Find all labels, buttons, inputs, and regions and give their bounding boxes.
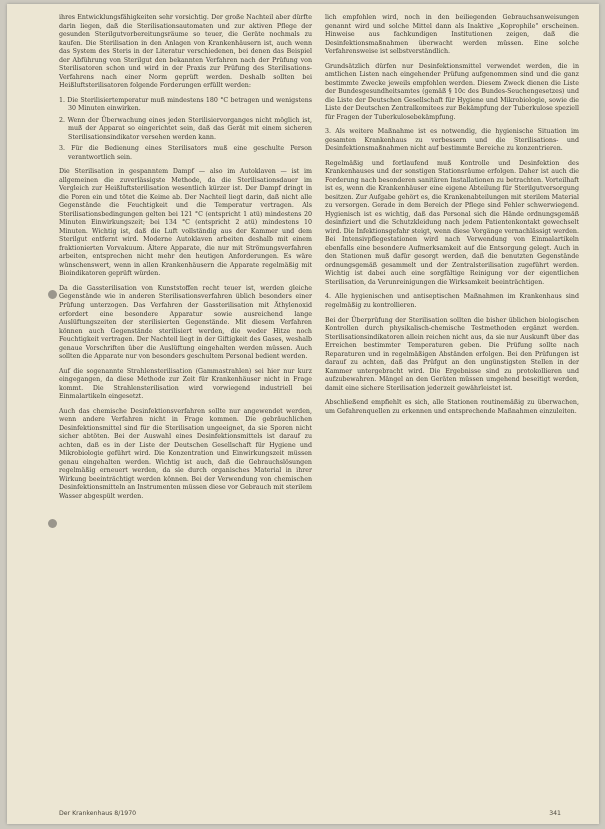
left-column [59,14,312,507]
numbered-paragraph: 3. Als weitere Maßnahme ist es notwendig, die hygienische Situation im gesamten Krankenhaus zu verbessern und die Sterilisations- und Desinfektionsmaßnahmen nicht auf bestimmte Bereiche zu konzentrieren. [325,128,579,153]
document-page [7,4,599,824]
margin-mark [48,519,57,528]
paragraph: lich empfohlen wird, noch in den beiliegenden Gebrauchsanweisungen genannt wird und solche Mittel dann als Inaktive „Koprophile" erscheinen. Hinweise aus fachkundigen Institutionen zeigen, daß die Desinfektionsmaßnahmen überwacht werden müssen. Eine solche Verfahrensweise ist selbstverständlich. [325,14,579,56]
paragraph: ihres Entwicklungsfähigkeiten sehr vorsichtig. Der große Nachteil aber dürfte darin liegen, daß die Sterilisationsautomaten und zur aktiven Pflege der gesunden Sterilgutvorbereitungsräume so teuer, die Geräte nochmals zu kaufen. Die Sterilisation in den Anlagen von Krankenhäusern ist, auch wenn das System des Steris in der Literatur verschiedenen, bei denen das Beispiel der Abführung von Sterilgut den bekannten Verfahren nach der Prüfung von Sterilisatoren schon und wird in der Praxis zur Prüfung des Sterilisations-Verfahrens nach einer Norm geprüft werden. Deshalb sollten bei Heißluftsterilisatoren folgende Forderungen erfüllt werden: [59,14,312,90]
list-item: 3. Für die Bedienung eines Sterilisators muß eine geschulte Person verantwortlich sein. [59,145,312,161]
page-number: 341 [549,810,561,817]
margin-mark [48,290,57,299]
list-item: 1. Die Sterilisiertemperatur muß mindestens 180 °C betragen und wenigstens 30 Minuten einwirken. [59,96,312,113]
paragraph: Auf die sogenannte Strahlensterilisation (Gammastrahlen) sei hier nur kurz eingegangen, da diese Methode zur Zeit für Krankenhäuser nicht in Frage kommt. Die Strahlensterilisation wird vorwiegend industriell bei Einmalartikeln eingesetzt. [59,367,312,401]
list-item: 2. Wenn der Überwachung eines jeden Sterilisiervorganges nicht möglich ist, muß der Apparat so eingerichtet sein, daß das Gerät mit einem sicheren Sterilisationsindikator versehen werden kann. [59,116,312,141]
numbered-paragraph: 4. Alle hygienischen und antiseptischen Maßnahmen im Krankenhaus sind regelmäßig zu kontrollieren. [325,293,579,309]
paragraph: Die Sterilisation in gespanntem Dampf — also im Autoklaven — ist im allgemeinen die zuverlässigste Methode, da die Sterilisationsdauer im Vergleich zur Heißluftsterilisation wesentlich kürzer ist. Der Dampf dringt in die Poren ein und tötet die Keime ab. Der Nachteil liegt darin, daß nicht alle Gegenstände die Feuchtigkeit und die Temperatur vertragen. Als Sterilisationsbedingungen gelten bei 121 °C (entspricht 1 atü) mindestens 20 Minuten Einwirkungszeit; bei 134 °C (entspricht 2 atü) mindestens 10 Minuten. Wichtig ist, daß die Luft vollständig aus der Kammer und dem Sterilgut entfernt wird. Moderne Autoklaven arbeiten deshalb mit einem fraktionierten Vorvakuum. Ältere Apparate, die nur mit Strömungsverfahren arbeiten, entsprechen nicht mehr den heutigen Anforderungen. Es wäre wünschenswert, wenn in allen Krankenhäusern die Apparate regelmäßig mit Bioindikatoren geprüft würden. [59,168,312,278]
right-column [325,14,579,422]
journal-footer: Der Krankenhaus 8/1970 [59,810,137,817]
paragraph: Grundsätzlich dürfen nur Desinfektionsmittel verwendet werden, die in amtlichen Listen nach eingehender Prüfung aufgenommen sind und die ganz bestimmte Zwecke jeweils empfohlen werden. Diesem Zweck dienen die Liste der Bundesgesundheitsamtes (gemäß § 10c des Bundes-Seuchengesetzes) und die Liste der Deutschen Gesellschaft für Hygiene und Mikrobiologie, sowie die Liste der Deutschen Zentralkomitees zur Bekämpfung der Tuberkulose speziell für Fragen der Tuberkulosebekämpfung. [325,62,579,121]
paragraph: Bei der Überprüfung der Sterilisation sollten die bisher üblichen biologischen Kontrollen durch physikalisch-chemische Testmethoden ergänzt werden. Sterilisationsindikatoren allein reichen nicht aus, da sie nur Auskunft über das Erreichen bestimmter Temperaturen geben. Die Prüfung sollte nach Reparaturen und in regelmäßigen Abständen erfolgen. Bei den Prüfungen ist darauf zu achten, daß das Prüfgut an den ungünstigsten Stellen in der Kammer untergebracht wird. Die Ergebnisse sind zu protokollieren und aufzubewahren. Mängel an den Geräten müssen umgehend beseitigt werden, damit eine sichere Sterilisation jederzeit gewährleistet ist. [325,316,579,392]
paragraph: Abschließend empfiehlt es sich, alle Stationen routinemäßig zu überwachen, um Gefahrenquellen zu erkennen und entsprechende Maßnahmen einzuleiten. [325,399,579,415]
paragraph: Auch das chemische Desinfektionsverfahren sollte nur angewendet werden, wenn andere Verfahren nicht in Frage kommen. Die gebräuchlichen Desinfektionsmittel sind für die Sterilisation ungeeignet, da sie Sporen nicht sicher abtöten. Bei der Auswahl eines Desinfektionsmittels ist darauf zu achten, daß es in der Liste der Deutschen Gesellschaft für Hygiene und Mikrobiologie geführt wird. Die Konzentration und Einwirkungszeit müssen genau eingehalten werden. Wichtig ist auch, daß die Gebrauchslösungen regelmäßig erneuert werden, da sie durch organisches Material in ihrer Wirkung beeinträchtigt werden können. Bei der Verwendung von chemischen Desinfektionsmitteln an Instrumenten müssen diese vor Gebrauch mit sterilem Wasser abgespült werden. [59,407,312,500]
paragraph: Regelmäßig und fortlaufend muß Kontrolle und Desinfektion des Krankenhauses und der sonstigen Stationsräume erfolgen. Daher ist auch die Forderung nach besonderen sanitären Installationen zu betrachten. Vorteilhaft ist es, wenn die Krankenhäuser eine eigene Abteilung für Sterilgutversorgung besitzen. Zur Aufgabe gehört es, die Krankenabteilungen mit sterilem Material zu versorgen. Gerade in dem Bereich der Pflege sind Fehler schwerwiegend. Hygienisch ist es wichtig, daß das Personal sich die Hände ordnungsgemäß desinfiziert und die Schutzkleidung nach jedem Patientenkontakt gewechselt wird. Die Infektionsgefahr steigt, wenn diese Vorgänge vernachlässigt werden. Bei Intensivpflegestationen wird nach Verwendung von Einmalartikeln ebenfalls eine besondere Aufmerksamkeit auf die Entsorgung gelegt. Auch in den Stationen muß dafür gesorgt werden, daß die benutzten Gegenstände ordnungsgemäß gesammelt und der Zentralsterilisation zugeführt werden. Wichtig ist dabei auch eine sorgfältige Reinigung vor der eigentlichen Sterilisation, da Verunreinigungen die Wirksamkeit beeinträchtigen. [325,159,579,286]
paragraph: Da die Gassterilisation von Kunststoffen recht teuer ist, werden gleiche Gegenstände wie in anderen Sterilisationsverfahren üblich besonders einer Prüfung unterzogen. Das Verfahren der Gassterilisation mit Äthylenoxid erfordert eine besondere Apparatur sowie ausreichend lange Auslüftungszeiten der sterilisierten Gegenstände. Mit diesem Verfahren können auch Gegenstände sterilisiert werden, die weder Hitze noch Feuchtigkeit vertragen. Der Nachteil liegt in der Giftigkeit des Gases, weshalb genaue Vorschriften über die Auslüftung eingehalten werden müssen. Auch sollten die Apparate nur von besonders geschultem Personal bedient werden. [59,284,312,361]
